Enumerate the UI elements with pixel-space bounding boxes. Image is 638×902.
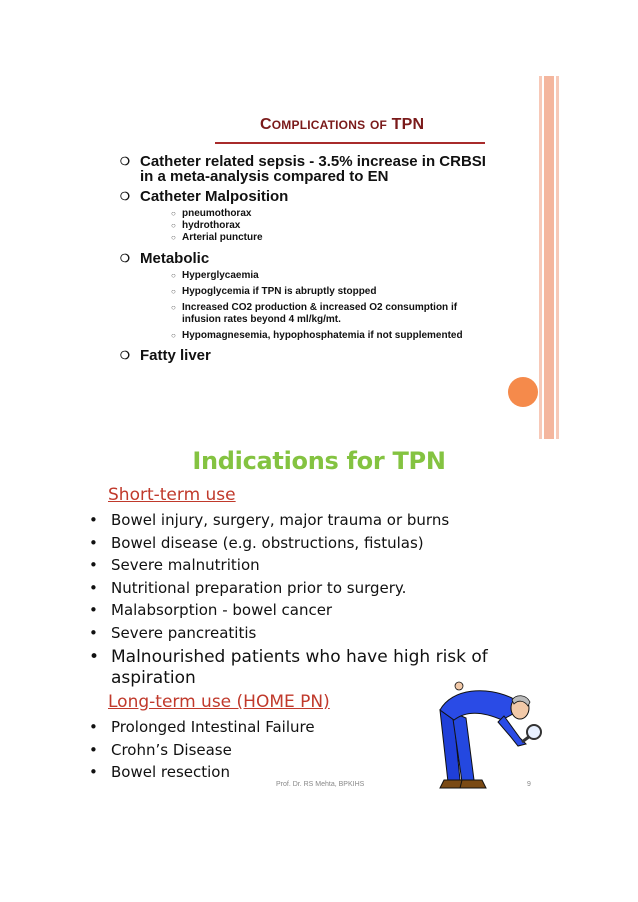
bullet-text: Fatty liver xyxy=(140,347,211,364)
stripe xyxy=(539,76,542,439)
bullet-icon: • xyxy=(89,647,100,667)
bullet-icon: • xyxy=(89,718,98,736)
accent-circle xyxy=(508,377,538,407)
bullet-icon: • xyxy=(89,556,98,574)
list-item: • Nutritional preparation prior to surgery. xyxy=(89,579,407,597)
title-initial: C xyxy=(260,116,272,133)
bullet-icon: • xyxy=(89,624,98,642)
sub-bullet: ○ Hypomagnesemia, hypophosphatemia if not supplemented xyxy=(171,330,463,341)
bullet-icon: • xyxy=(89,763,98,781)
sub-bullet: ○ Increased CO2 production & increased O2 consumption if infusion rates beyond 4 ml/kg/mt. xyxy=(171,302,458,325)
list-item: • Crohn’s Disease xyxy=(89,741,232,759)
list-item: • Severe malnutrition xyxy=(89,556,260,574)
list-item: • Bowel disease (e.g. obstructions, fistulas) xyxy=(89,534,424,552)
stripe xyxy=(544,76,554,439)
list-item: • Prolonged Intestinal Failure xyxy=(89,718,315,736)
circle-bullet-icon: ❍ xyxy=(120,156,130,168)
bullet-icon: • xyxy=(89,601,98,619)
sub-bullet: ○ hydrothorax xyxy=(171,220,241,231)
bullet-icon: • xyxy=(89,511,98,529)
bullet-icon: • xyxy=(89,534,98,552)
bullet-icon: • xyxy=(89,579,98,597)
bullet-text: Metabolic xyxy=(140,250,210,267)
list-item: • Severe pancreatitis xyxy=(89,624,257,642)
list-item: • Bowel resection xyxy=(89,763,230,781)
bullet-sepsis xyxy=(120,153,486,185)
sub-bullet: ○ Arterial puncture xyxy=(171,232,263,243)
sub-bullet: ○ Hypoglycemia if TPN is abruptly stopped xyxy=(171,286,377,297)
heading-long-term: Long-term use (HOME PN) xyxy=(108,692,330,712)
circle-bullet-icon: ❍ xyxy=(120,191,130,203)
circle-bullet-icon: ○ xyxy=(171,221,176,230)
decorative-stripes xyxy=(539,76,561,439)
list-item: • Malabsorption - bowel cancer xyxy=(89,601,333,619)
list-item-large-continuation: aspiration xyxy=(111,668,196,688)
page-number: 9 xyxy=(527,781,531,788)
bullet-text: in a meta-analysis compared to EN xyxy=(140,168,389,185)
circle-bullet-icon: ○ xyxy=(171,271,176,280)
title-underline xyxy=(215,142,485,144)
sub-bullet: ○ pneumothorax xyxy=(171,208,252,219)
circle-bullet-icon: ○ xyxy=(171,233,176,242)
heading-short-term: Short-term use xyxy=(108,485,236,505)
circle-bullet-icon: ❍ xyxy=(120,350,130,362)
bullet-malposition xyxy=(120,188,289,205)
list-item: • Bowel injury, surgery, major trauma or burns xyxy=(89,511,450,529)
title-word: OF xyxy=(369,118,388,132)
circle-bullet-icon: ○ xyxy=(171,209,176,218)
bullet-text: Catheter related sepsis - 3.5% increase in CRBSI xyxy=(140,153,486,170)
footer-author: Prof. Dr. RS Mehta, BPKIHS xyxy=(276,781,365,788)
bullet-fatty-liver xyxy=(120,347,211,364)
man-with-magnifier-icon xyxy=(432,680,542,792)
list-item-large: • Malnourished patients who have high risk of xyxy=(89,647,488,667)
bullet-metabolic xyxy=(120,250,210,267)
bullet-icon: • xyxy=(89,741,98,759)
circle-bullet-icon: ○ xyxy=(171,331,176,340)
title-word: TPN xyxy=(391,116,425,133)
slide-title-indications: Indications for TPN xyxy=(192,447,446,475)
title-word: OMPLICATIONS xyxy=(271,118,366,132)
bullet-text: Catheter Malposition xyxy=(140,188,289,205)
circle-bullet-icon: ○ xyxy=(171,287,176,296)
sub-bullet: ○ Hyperglycaemia xyxy=(171,270,259,281)
circle-bullet-icon: ○ xyxy=(171,303,176,312)
circle-bullet-icon: ❍ xyxy=(120,253,130,265)
slide-complications xyxy=(100,76,561,439)
slide-title xyxy=(260,116,424,134)
stripe xyxy=(556,76,559,439)
